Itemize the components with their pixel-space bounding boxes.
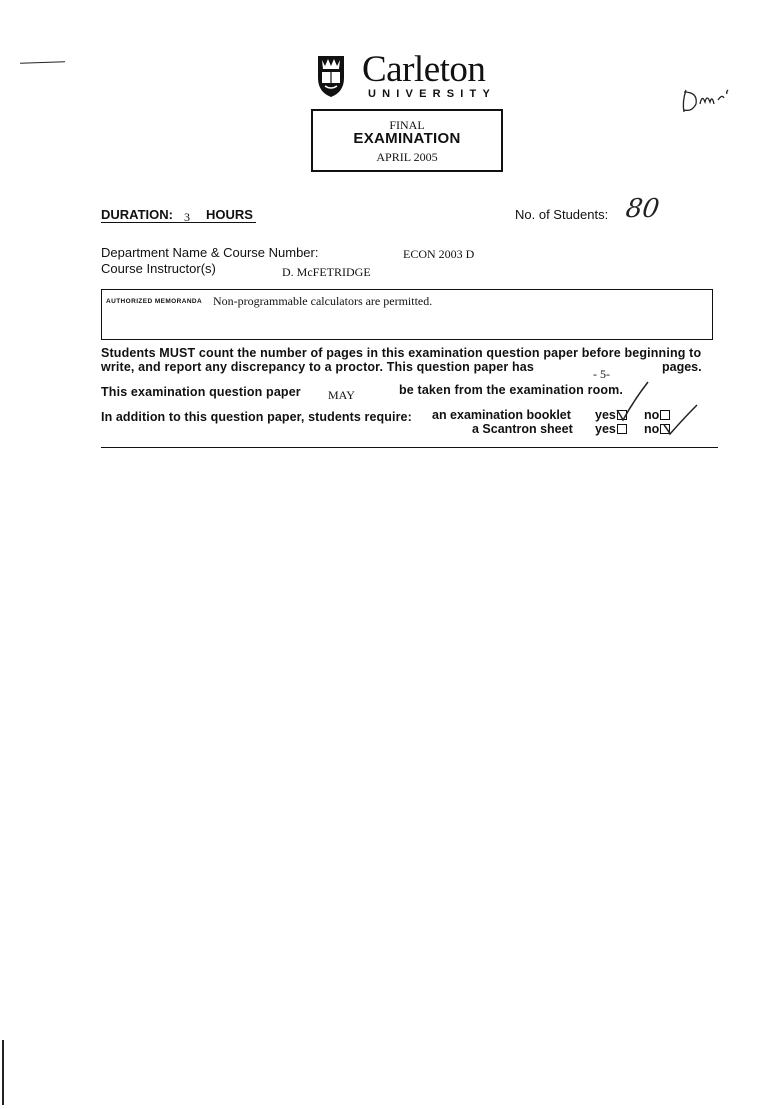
exam-final-label: FINAL <box>389 118 425 132</box>
memo-text: Non-programmable calculators are permitted. <box>213 294 433 308</box>
students-label: No. of Students: <box>515 207 609 222</box>
handwritten-initials-signature <box>678 82 758 122</box>
pages-word: pages. <box>662 360 702 374</box>
carleton-crest-icon <box>316 54 346 98</box>
exam-examination-label: EXAMINATION <box>353 130 461 147</box>
booklet-no-option[interactable] <box>644 408 670 422</box>
instructor-name: D. McFETRIDGE <box>282 265 371 279</box>
booklet-yes-option[interactable] <box>595 408 627 422</box>
booklet-no-checkbox[interactable] <box>660 410 670 420</box>
take-away-value: MAY <box>328 388 355 402</box>
department-label: Department Name & Course Number: <box>101 245 319 260</box>
pages-value: - 5- <box>593 367 610 381</box>
take-away-prefix: This examination question paper <box>101 385 301 399</box>
duration-label: DURATION: <box>101 207 173 222</box>
booklet-no-label: no <box>644 408 660 422</box>
page-count-instruction-line1: Students MUST count the number of pages in this examination question paper before beginning to <box>101 346 702 360</box>
booklet-yes-checkbox[interactable] <box>617 410 627 420</box>
instructor-label: Course Instructor(s) <box>101 261 216 276</box>
exam-title-box <box>311 109 503 172</box>
brand-name: Carleton <box>362 49 486 90</box>
scantron-yes-checkbox[interactable] <box>617 424 627 434</box>
duration-unit: HOURS <box>206 207 253 222</box>
authorized-memoranda-box <box>101 289 713 340</box>
take-away-suffix: be taken from the examination room. <box>399 383 624 397</box>
scantron-yes-label: yes <box>595 422 616 436</box>
booklet-label: an examination booklet <box>432 408 571 422</box>
scantron-no-label: no <box>644 422 660 436</box>
scantron-label: a Scantron sheet <box>472 422 573 436</box>
scan-artifact-edge <box>2 1040 4 1105</box>
exam-date: APRIL 2005 <box>376 150 438 164</box>
scantron-no-option[interactable] <box>644 422 670 436</box>
page-count-instruction-line2: write, and report any discrepancy to a proctor. This question paper has <box>101 360 534 374</box>
section-divider <box>101 447 718 448</box>
booklet-yes-label: yes <box>595 408 616 422</box>
brand-subtitle: UNIVERSITY <box>368 88 497 100</box>
requirements-text: In addition to this question paper, students require: <box>101 410 412 424</box>
students-count: 80 <box>623 194 662 224</box>
duration-value: 3 <box>184 210 190 224</box>
memo-tag: AUTHORIZED MEMORANDA <box>106 298 203 305</box>
scan-artifact-dash <box>20 61 65 64</box>
scantron-no-checkbox[interactable] <box>660 424 670 434</box>
scantron-yes-option[interactable] <box>595 422 627 436</box>
course-number: ECON 2003 D <box>403 247 475 261</box>
duration-underline <box>101 222 256 223</box>
